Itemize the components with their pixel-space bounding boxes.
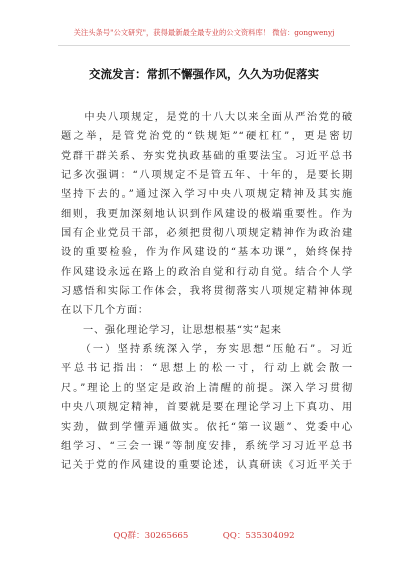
document-title: 交流发言：常抓不懈强作风，久久为功促落实 — [89, 67, 319, 81]
body-line: 平总书记指出：“思想上的松一寸，行动上就会散一 — [61, 363, 353, 375]
body-line: 记多次强调：“八项规定不是管五年、十年的，是要长期 — [61, 170, 353, 182]
section-heading: 一、强化理论学习，让思想根基“实”起来 — [61, 324, 282, 336]
body-line: 坚持下去的。”通过深入学习中央八项规定精神及其实施 — [61, 189, 353, 201]
body-line: 习感悟和实际工作体会，我将贯彻落实八项规定精神体现 — [61, 286, 353, 298]
body-line: 题之举，是管党治党的“铁规矩”“硬杠杠”，更是密切 — [61, 131, 353, 143]
body-line: 尺。”理论上的坚定是政治上清醒的前提。深入学习贯彻 — [61, 382, 353, 394]
body-line: 细则，我更加深刻地认识到作风建设的极端重要性。作为 — [61, 208, 353, 220]
body-line: 党群干群关系、夯实党执政基础的重要法宝。习近平总书 — [61, 150, 353, 162]
body-line: 在以下几个方面： — [61, 305, 149, 317]
header-divider — [58, 45, 350, 46]
footer-contact-note: QQ群：30265665 QQ：535304092 — [113, 531, 295, 541]
body-line: 记关于党的作风建设的重要论述，认真研读《习近平关于 — [61, 460, 353, 472]
body-line: 组学习、“三会一课”等制度安排，系统学习习近平总书 — [61, 440, 353, 452]
body-line: （一）坚持系统深入学，夯实思想“压舱石”。习近 — [61, 344, 353, 356]
body-line: 国有企业党员干部，必须把贯彻八项规定精神作为政治建 — [61, 228, 353, 240]
body-line: 中央八项规定精神，首要就是要在理论学习上下真功、用 — [61, 402, 353, 414]
body-line: 中央八项规定，是党的十八大以来全面从严治党的破 — [61, 112, 353, 123]
header-promo-note: 关注头条号"公文研究"，获得最新最全最专业的公文资料库！ 微信：gongwenyj — [73, 28, 335, 37]
body-line: 实劲，做到学懂弄通做实。依托“第一议题”、党委中心 — [61, 421, 353, 433]
body-line: 设的重要检验，作为作风建设的“基本功课”，始终保持 — [61, 247, 353, 259]
document-body — [61, 108, 353, 476]
body-line: 作风建设永远在路上的政治自觉和行动自觉。结合个人学 — [61, 266, 353, 278]
